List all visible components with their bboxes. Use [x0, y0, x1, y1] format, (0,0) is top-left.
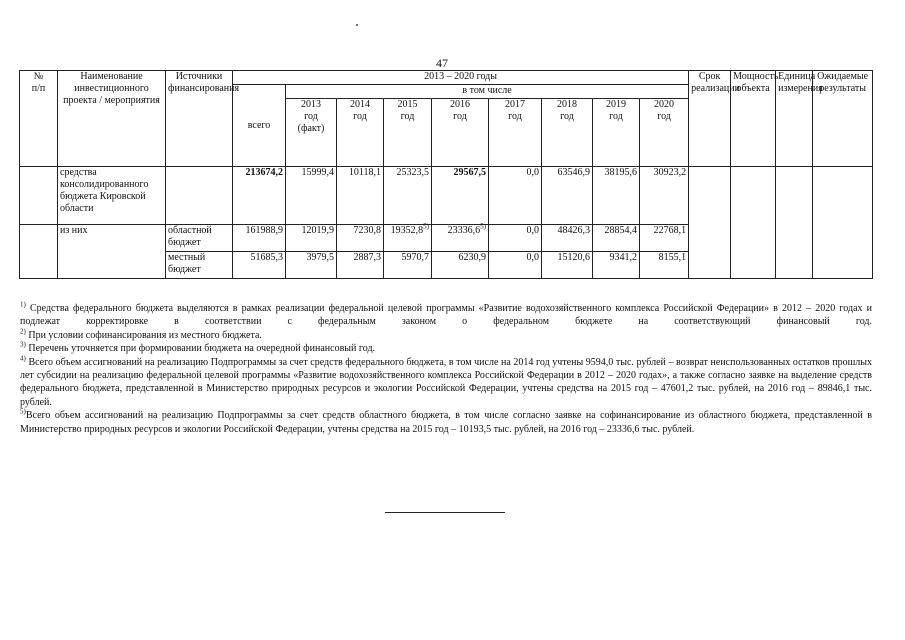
footnote-text: Перечень уточняется при формировании бюджета на очередной финансовый год.	[28, 343, 376, 355]
scan-speck	[356, 24, 358, 26]
row-total: 161988,9	[233, 225, 286, 252]
footnote-3	[20, 342, 872, 355]
header-row-1	[20, 71, 873, 85]
year-unit: год	[400, 111, 415, 122]
header-year-2020	[640, 99, 689, 167]
header-capacity: Мощность объекта	[731, 71, 776, 167]
footnote-4	[20, 356, 872, 410]
row-value-2019: 9341,2	[593, 252, 640, 279]
year-unit: год	[353, 111, 367, 122]
row-value-2019: 38195,6	[593, 167, 640, 225]
header-year-2019	[593, 99, 640, 167]
year-unit: год	[657, 111, 671, 122]
row-value-2018: 15120,6	[542, 252, 593, 279]
row-unit-cell	[776, 167, 813, 279]
row-value-2020: 8155,1	[640, 252, 689, 279]
footnote-1	[20, 302, 872, 329]
row-value-2017: 0,0	[489, 225, 542, 252]
year-label: 2015	[397, 99, 418, 110]
year-unit: год	[560, 111, 574, 122]
footnote-text: При условии софинансирования из местного бюджета.	[28, 329, 262, 341]
year-note: (факт)	[297, 123, 325, 134]
header-including: в том числе	[286, 85, 689, 99]
header-total: всего	[233, 85, 286, 167]
footnote-text: Средства федерального бюджета выделяются в рамках реализации федеральной целевой программы «Развитие водохозяйственного комплекса Российской Федерации» в 2012 – 2020 годах и подлежат корректировке в соответствии с федеральным законом о федеральном бюджете на соответствующий финансовый год.	[20, 303, 873, 328]
row-source	[166, 167, 233, 225]
header-year-2014	[337, 99, 384, 167]
footnote-mark: 1)	[20, 300, 26, 309]
row-value-2018: 63546,9	[542, 167, 593, 225]
footnote-ref: 5)	[423, 222, 429, 231]
row-total: 51685,3	[233, 252, 286, 279]
row-value-2013: 15999,4	[286, 167, 337, 225]
footnote-text: Всего объем ассигнований на реализацию Подпрограммы за счет средств областного бюджета, в том числе согласно заявке на софинансирование из областного бюджета, представленной в Министерство природных ресурсов и экологии Российской Федерации, учтены средства на 2015 год – 10193,5 тыс. рублей, на 2016 год – 23336,6 тыс. рублей.	[20, 410, 872, 435]
year-unit: год	[508, 111, 522, 122]
row-term-cell	[689, 167, 731, 279]
footnote-mark: 4)	[20, 354, 26, 363]
row-value-2014: 10118,1	[337, 167, 384, 225]
footnotes	[20, 302, 872, 436]
footnote-2	[20, 329, 872, 342]
table-row-consolidated	[20, 167, 873, 225]
value-text: 19352,8	[390, 225, 424, 236]
footnote-5	[20, 409, 872, 436]
header-year-2018	[542, 99, 593, 167]
year-label: 2016	[450, 99, 470, 110]
row-value-2016	[432, 222, 489, 252]
year-label: 2013	[301, 99, 321, 110]
year-label: 2020	[654, 99, 675, 110]
row-total: 213674,2	[233, 167, 286, 225]
header-term: Срок реализации	[689, 71, 731, 167]
budget-table	[19, 70, 873, 279]
header-project-name: Наименование инвестиционного проекта / мероприятия	[58, 71, 166, 167]
row-results-cell	[813, 167, 873, 279]
closing-rule	[385, 512, 505, 513]
footnote-mark: 2)	[20, 327, 26, 336]
row-value-2016: 29567,5	[432, 167, 489, 225]
footnote-text: Всего объем ассигнований на реализацию Подпрограммы за счет средств федерального бюджета, в том числе на 2014 год учтены 9594,0 тыс. рублей – возврат неиспользованных остатков прошлых лет субсидии на реализацию федеральной целевой программы «Развитие водохозяйственного комплекса Российской Федерации в 2012 – 2020 годах», а также согласно заявке на выделение средств федерального бюджета, представленной в Министерство природных ресурсов и экологии Российской Федерации, учтены средства на 2015 год – 47601,2 тыс. рублей, на 2016 год – 89846,1 тыс. рублей.	[20, 356, 872, 408]
row-source: местный бюджет	[166, 252, 233, 279]
year-label: 2018	[557, 99, 577, 110]
value-text: 23336,6	[447, 225, 481, 236]
header-num: № п/п	[20, 71, 58, 167]
header-period: 2013 – 2020 годы	[233, 71, 689, 85]
footnote-mark: 5)	[20, 407, 26, 416]
footnote-ref: 5)	[480, 222, 486, 231]
row-value-2014: 2887,3	[337, 252, 384, 279]
page-number: 47	[436, 56, 448, 70]
row-value-2015: 25323,5	[384, 167, 432, 225]
row-value-2013: 12019,9	[286, 225, 337, 252]
year-label: 2019	[606, 99, 626, 110]
row-num-cell	[20, 167, 58, 225]
year-unit: год	[453, 111, 467, 122]
header-year-2015	[384, 99, 432, 167]
row-source: областной бюджет	[166, 225, 233, 252]
row-value-2017: 0,0	[489, 167, 542, 225]
year-unit: год	[304, 111, 318, 122]
year-unit: год	[609, 111, 623, 122]
header-funding-source: Источники финансирования	[166, 71, 233, 167]
header-results: Ожидаемые результаты	[813, 71, 873, 167]
row-value-2019: 28854,4	[593, 225, 640, 252]
row-value-2017: 0,0	[489, 252, 542, 279]
footnote-mark: 3)	[20, 340, 26, 349]
header-year-2017	[489, 99, 542, 167]
year-label: 2014	[350, 99, 370, 110]
row-capacity-cell	[731, 167, 776, 279]
row-value-2015	[384, 222, 432, 252]
row-value-2016: 6230,9	[432, 252, 489, 279]
header-unit-measure: Единица измерения	[776, 71, 813, 167]
row-name: средства консолидированного бюджета Кировской области	[58, 167, 166, 225]
header-year-2016	[432, 99, 489, 167]
row-value-2015: 5970,7	[384, 252, 432, 279]
header-year-2013	[286, 99, 337, 167]
row-value-2013: 3979,5	[286, 252, 337, 279]
year-label: 2017	[505, 99, 525, 110]
row-value-2020: 22768,1	[640, 225, 689, 252]
row-num-cell	[20, 225, 58, 279]
row-value-2018: 48426,3	[542, 225, 593, 252]
row-name: из них	[58, 225, 166, 279]
row-value-2014: 7230,8	[337, 225, 384, 252]
row-value-2020: 30923,2	[640, 167, 689, 225]
